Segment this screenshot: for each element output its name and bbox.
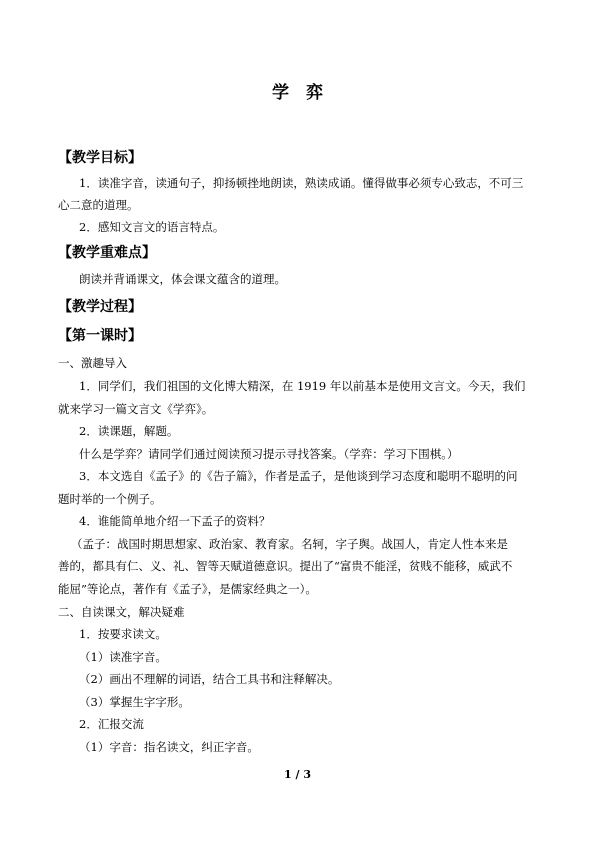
page-number: 1 / 3 — [284, 768, 311, 781]
text-line: 就来学习一篇文言文《学弈》。 — [58, 402, 214, 416]
page-title: 学 弈 — [272, 83, 323, 103]
text-line: 一、激趣导入 — [58, 356, 127, 370]
text-line: 1．读准字音，读通句子，抑扬顿挫地朗读，熟读成诵。懂得做事必须专心致志，不可三 — [79, 176, 524, 190]
text-line: 4．谁能简单地介绍一下孟子的资料？ — [79, 514, 271, 528]
text-line: （1）字音：指名读文，纠正字音。 — [79, 740, 259, 754]
text-line: 2．汇报交流 — [79, 717, 144, 731]
text-line: 2．感知文言文的语言特点。 — [79, 220, 225, 234]
text-line: 2．读课题，解题。 — [79, 424, 179, 438]
text-line: （孟子：战国时期思想家、政治家、教育家。名轲，字子舆。战国人，肯定人性本来是 — [71, 537, 508, 551]
section-heading-difficulties: 【教学重难点】 — [58, 245, 156, 261]
text-line: 1．同学们，我们祖国的文化博大精深，在 1919 年以前基本是使用文言文。今天，我们 — [79, 379, 526, 393]
text-line: （2）画出不理解的词语，结合工具书和注释解决。 — [79, 672, 340, 686]
section-heading-lesson1: 【第一课时】 — [58, 328, 142, 344]
text-line: （3）掌握生字字形。 — [79, 695, 190, 709]
section-heading-objectives: 【教学目标】 — [58, 150, 142, 166]
text-line: 1．按要求读文。 — [79, 627, 167, 641]
text-line: 二、自读课文，解决疑难 — [58, 605, 185, 619]
text-line: 什么是学弈？请同学们通过阅读预习提示寻找答案。（学弈：学习下围棋。） — [79, 447, 459, 461]
text-line: 3．本文选自《孟子》的《告子篇》，作者是孟子，是他谈到学习态度和聪明不聪明的问 — [79, 469, 518, 483]
text-line: 题时举的一个例子。 — [58, 492, 162, 506]
text-line: 心二意的道理。 — [58, 198, 139, 212]
text-line: （1）读准字音。 — [79, 650, 167, 664]
text-line: 朗读并背诵课文，体会课文蕴含的道理。 — [79, 272, 286, 286]
text-line: 善的，都具有仁、义、礼、智等天赋道德意识。提出了“富贵不能淫，贫贱不能移，威武不 — [58, 559, 513, 573]
section-heading-process: 【教学过程】 — [58, 299, 142, 315]
text-line: 能屈”等论点，著作有《孟子》，是儒家经典之一）。 — [58, 582, 317, 596]
